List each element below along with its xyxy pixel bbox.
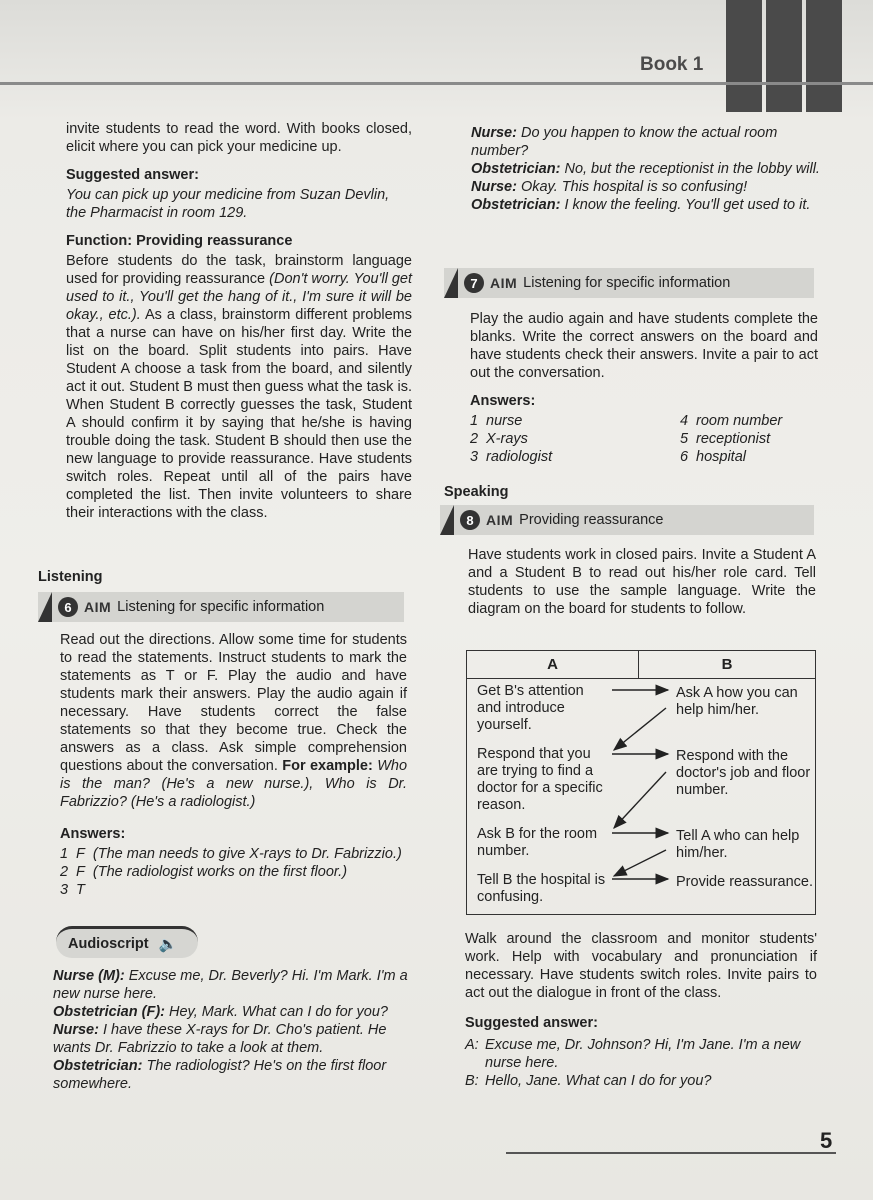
answer-note: (The man needs to give X-rays to Dr. Fabrizzio.) <box>92 846 402 862</box>
aim7-label: Listening for specific information <box>523 275 731 291</box>
suggested-answer-title: Suggested answer: <box>66 167 199 183</box>
answer-number: 2 <box>470 431 479 447</box>
script-speaker: Nurse: <box>471 179 517 195</box>
answer-number: 1 <box>470 413 479 429</box>
script-text: Hey, Mark. What can I do for you? <box>164 1004 388 1020</box>
diagram-b-1: Ask A how you can help him/her. <box>676 685 798 718</box>
script-speaker: Nurse: <box>471 125 517 141</box>
list-item <box>470 430 680 448</box>
diagram-arrows <box>466 650 816 915</box>
arrow-b2-a3 <box>614 772 666 828</box>
aim7-text: Play the audio again and have students complete the blanks. Write the correct answers on the board and have students check their answers. Invite a pair to act out the conversation. <box>470 311 818 381</box>
script-text: Okay. This hospital is so confusing! <box>516 179 748 195</box>
answer-value: T <box>76 882 85 898</box>
script-line <box>471 124 821 160</box>
answers-title-right: Answers: <box>470 393 536 409</box>
answers-list-left <box>60 845 407 899</box>
diagram-b-3: Tell A who can help him/her. <box>676 828 800 861</box>
answer-value: F <box>76 864 85 880</box>
diagram-a-3: Ask B for the room number. <box>477 826 598 859</box>
dialogue-line <box>465 1072 817 1090</box>
script-speaker: Obstetrician: <box>53 1058 143 1074</box>
answer-value: receptionist <box>696 431 771 447</box>
script-speaker: Obstetrician: <box>471 161 561 177</box>
list-item <box>470 412 680 430</box>
answer-value: radiologist <box>486 449 553 465</box>
answers-title-left: Answers: <box>60 826 126 842</box>
aim6-wedge <box>38 592 52 622</box>
script-speaker: Obstetrician: <box>471 197 561 213</box>
aim6-body <box>60 631 407 899</box>
aim8-number: 8 <box>460 510 480 530</box>
answer-note: (The radiologist works on the first floor.) <box>92 864 348 880</box>
dialogue-text: Excuse me, Dr. Johnson? Hi, I'm Jane. I'm a new nurse here. <box>485 1037 801 1071</box>
answer-number: 1 <box>60 846 69 862</box>
script-text: The radiologist? He's on the first floor somewhere. <box>53 1058 387 1092</box>
list-item <box>60 863 407 881</box>
aim8-label: Providing reassurance <box>519 512 664 528</box>
aim8-text: Have students work in closed pairs. Invite a Student A and a Student B to read out his/her role card. Tell students to use the sample language. Write the diagram on the board for students to follow. <box>468 547 816 617</box>
answer-value: hospital <box>696 449 746 465</box>
answer-value: room number <box>696 413 783 429</box>
speaker-icon: 🔈 <box>158 935 178 953</box>
aim8-wedge <box>440 505 454 535</box>
list-item <box>680 412 820 430</box>
speaking-title: Speaking <box>444 484 509 500</box>
diagram-a-4: Tell B the hospital is confusing. <box>477 872 606 905</box>
list-item <box>680 430 820 448</box>
script-text: Excuse me, Dr. Beverly? Hi. I'm Mark. I'm a new nurse here. <box>53 968 408 1002</box>
aim6-bar <box>38 592 404 622</box>
script-speaker: Nurse (M): <box>53 968 125 984</box>
dialogue-line <box>465 1036 817 1072</box>
audioscript-pill[interactable] <box>56 926 198 958</box>
intro-text: invite students to read the word. With books closed, elicit where you can pick your medicine up. <box>66 121 412 155</box>
script-speaker: Obstetrician (F): <box>53 1004 165 1020</box>
aim6-number: 6 <box>58 597 78 617</box>
arrow-b3-a4 <box>614 850 666 876</box>
aim7-body <box>470 310 818 466</box>
suggested-answer-text: You can pick up your medicine from Suzan Devlin, the Pharmacist in room 129. <box>66 187 390 221</box>
function-title: Function: Providing reassurance <box>66 233 293 249</box>
answer-number: 6 <box>680 449 689 465</box>
after-diagram <box>465 930 817 1090</box>
function-text-2: As a class, brainstorm different problems that a nurse can have on his/her first day. Write the list on the board. Split students into pairs. Have Student A choose a task from the board, and silently act it out. Student B must then guess what the task is. When Student B correctly guesses the task, Student A should confirm it by saying that he/she is having trouble doing the task. Student B should then use the new language to provide reassurance. Have students switch roles. Repeat until all of the pairs have completed the list. Then invite volunteers to share their interactions with the class. <box>66 307 412 521</box>
answer-value: F <box>76 846 85 862</box>
answer-number: 2 <box>60 864 69 880</box>
dialogue-speaker: A: <box>465 1037 479 1053</box>
dialogue-speaker: B: <box>465 1073 479 1089</box>
dialogue-text: Hello, Jane. What can I do for you? <box>485 1073 712 1089</box>
aim7-wedge <box>444 268 458 298</box>
aim6-text <box>60 631 407 811</box>
arrow-b1-a2 <box>614 708 666 750</box>
function-text <box>66 252 412 522</box>
answer-number: 5 <box>680 431 689 447</box>
script-line <box>53 967 413 1003</box>
diagram-b-4: Provide reassurance. <box>676 874 814 890</box>
page-number: 5 <box>820 1128 833 1153</box>
audioscript-right <box>471 124 821 214</box>
script-line <box>53 1003 413 1021</box>
diagram-header-b: B <box>639 651 816 679</box>
aim6-word: AIM <box>84 599 112 615</box>
aim6-label: Listening for specific information <box>117 599 325 615</box>
footer-rule <box>506 1152 836 1154</box>
aim7-number: 7 <box>464 273 484 293</box>
diagram-a-2: Respond that you are trying to find a doctor for a specific reason. <box>477 746 603 813</box>
function-text-1: Before students do the task, brainstorm language used for providing reassurance <box>66 253 412 287</box>
script-line <box>471 160 821 178</box>
answers-grid-right <box>470 412 818 466</box>
aim8-bar <box>440 505 814 535</box>
audioscript-left <box>53 967 413 1093</box>
aim6-example-label: For example: <box>282 758 373 774</box>
header-rule <box>0 82 873 85</box>
script-text: No, but the receptionist in the lobby will. <box>560 161 820 177</box>
after-diagram-text: Walk around the classroom and monitor students' work. Help with vocabulary and pronunciation if necessary. Have students switch roles. Invite pairs to act out the dialogue in front of the class. <box>465 931 817 1001</box>
diagram-header-a: A <box>467 651 639 679</box>
list-item <box>470 448 680 466</box>
script-text: Do you happen to know the actual room number? <box>471 125 778 159</box>
script-text: I know the feeling. You'll get used to it. <box>560 197 811 213</box>
suggested-answer-title-right: Suggested answer: <box>465 1015 598 1031</box>
script-line <box>53 1057 413 1093</box>
suggested-dialogue <box>465 1036 817 1090</box>
script-line <box>53 1021 413 1057</box>
aim7-bar <box>444 268 814 298</box>
diagram-a-1: Get B's attention and introduce yourself. <box>477 683 584 733</box>
list-item <box>60 881 407 899</box>
answer-number: 3 <box>60 882 69 898</box>
list-item <box>60 845 407 863</box>
listening-title: Listening <box>38 569 103 585</box>
audioscript-label: Audioscript <box>68 935 149 952</box>
diagram-b-2: Respond with the doctor's job and floor number. <box>676 748 811 798</box>
script-line <box>471 196 821 214</box>
aim6-text-main: Read out the directions. Allow some time for students to read the statements. Instruct students to mark the statements as T or F. Play the audio and have students mark their answers. Play the audio again if necessary. Have students correct the false statements so that they become true. Check the answers as a class. Ask simple comprehension questions about the conversation. <box>60 632 407 774</box>
answer-value: X-rays <box>486 431 528 447</box>
script-line <box>471 178 821 196</box>
script-text: I have these X-rays for Dr. Cho's patient. He wants Dr. Fabrizzio to take a look at them. <box>53 1022 387 1056</box>
script-speaker: Nurse: <box>53 1022 99 1038</box>
aim7-word: AIM <box>490 275 518 291</box>
answer-value: nurse <box>486 413 523 429</box>
list-item <box>680 448 820 466</box>
aim6-example: Who is the man? (He's a new nurse.), Who is Dr. Fabrizzio? (He's a radiologist.) <box>60 758 408 810</box>
aim8-word: AIM <box>486 512 514 528</box>
left-column-top <box>66 120 412 522</box>
function-text-italic: (Don't worry. You'll get used to it., You'll get the hang of it., I'm sure it will be okay., etc.). <box>66 271 412 323</box>
edge-tabs <box>726 0 842 112</box>
answer-number: 4 <box>680 413 689 429</box>
aim8-body <box>468 546 816 618</box>
book-label: Book 1 <box>640 54 704 75</box>
answer-number: 3 <box>470 449 479 465</box>
